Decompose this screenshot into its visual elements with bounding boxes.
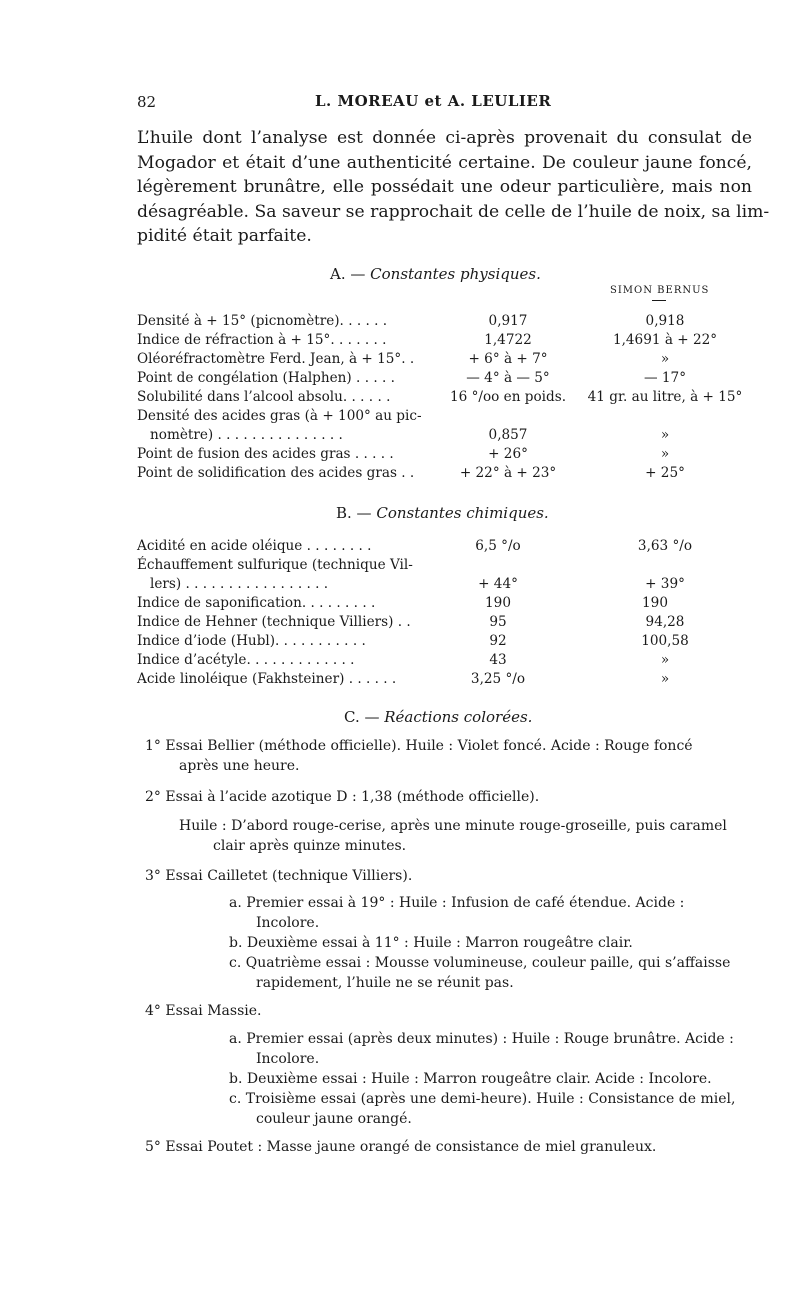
table-cell-value: » (660, 671, 670, 687)
table-cell-value: 43 (489, 652, 507, 668)
intro-line: légèrement brunâtre, elle possédait une odeur particulière, mais non (137, 177, 752, 197)
table-cell-value: + 44° (478, 576, 518, 592)
section-b-heading (336, 504, 549, 522)
table-row-label: Oléoréfractomètre Ferd. Jean, à + 15°. . (137, 351, 415, 367)
table-row-label: Indice de réfraction à + 15°. . . . . . . (137, 332, 387, 348)
section-c-title: Réactions colorées. (384, 708, 533, 726)
table-cell-value: 16 °/oo en poids. (449, 389, 567, 405)
table-cell-value: 6,5 °/o (475, 538, 521, 554)
table-cell-value: 190 (642, 595, 668, 611)
intro-paragraph (137, 126, 770, 249)
section-c-heading (344, 708, 532, 726)
table-cell-value: 95 (489, 614, 507, 630)
intro-line: désagréable. Sa saveur se rapprochait de celle de l’huile de noix, sa lim- (137, 201, 770, 222)
table-row-label: Indice d’iode (Hubl). . . . . . . . . . . (137, 633, 366, 649)
section-a-letter: A. — (330, 265, 366, 283)
column-header-simon-bernus: SIMON BERNUS (610, 285, 710, 296)
table-cell-value: » (660, 652, 670, 668)
table-cell-value: + 6° à + 7° (468, 351, 548, 367)
column-header-rule (652, 300, 666, 301)
table-cell-value: 1,4691 à + 22° (612, 332, 718, 348)
table-cell-value: 3,63 °/o (637, 538, 693, 554)
table-row-label: Point de congélation (Halphen) . . . . . (137, 370, 395, 386)
table-row-label: Indice d’acétyle. . . . . . . . . . . . . (137, 652, 355, 668)
table-cell-value: + 26° (488, 446, 528, 462)
table-row-label: Point de fusion des acides gras . . . . . (137, 446, 394, 462)
table-row-label: Densité à + 15° (picnomètre). . . . . . (137, 313, 388, 329)
section-b-letter: B. — (336, 504, 372, 522)
essay-line: 2° Essai à l’acide azotique D : 1,38 (méthode officielle). (145, 789, 540, 805)
essay-line: b. Deuxième essai : Huile : Marron rougeâtre clair. Acide : Incolore. (229, 1071, 712, 1087)
table-cell-value: — 4° à — 5° (466, 370, 550, 386)
table-row-label: Point de solidification des acides gras . . (137, 465, 415, 481)
table-cell-value: + 25° (645, 465, 685, 481)
table-cell-value: 1,4722 (484, 332, 532, 348)
running-head: L. MOREAU et A. LEULIER (315, 92, 552, 110)
table-row-label: Acide linoléique (Fakhsteiner) . . . . . . (137, 671, 397, 687)
essay-line: c. Troisième essai (après une demi-heure). Huile : Consistance de miel, (229, 1091, 736, 1107)
table-row-label: nomètre) . . . . . . . . . . . . . . . (150, 427, 343, 443)
section-b-title: Constantes chimiques. (376, 504, 549, 522)
essay-line: c. Quatrième essai : Mousse volumineuse, couleur paille, qui s’affaisse (229, 955, 731, 971)
table-cell-value: 41 gr. au litre, à + 15° (587, 389, 743, 405)
table-cell-value: 3,25 °/o (470, 671, 526, 687)
essay-line: 5° Essai Poutet : Masse jaune orangé de consistance de miel granuleux. (145, 1139, 657, 1155)
table-cell-value: » (660, 427, 670, 443)
table-cell-value: » (660, 446, 670, 462)
table-cell-value: 92 (489, 633, 507, 649)
table-cell-value: + 22° à + 23° (459, 465, 557, 481)
essay-line: couleur jaune orangé. (256, 1111, 412, 1127)
table-cell-value: 0,917 (488, 313, 528, 329)
essay-line: après une heure. (179, 758, 300, 774)
table-cell-value: 0,918 (645, 313, 685, 329)
page-number: 82 (137, 93, 157, 111)
essay-line: Incolore. (256, 1051, 320, 1067)
essay-line: clair après quinze minutes. (213, 838, 407, 854)
essay-line: a. Premier essai (après deux minutes) : Huile : Rouge brunâtre. Acide : (229, 1031, 734, 1047)
essay-line: a. Premier essai à 19° : Huile : Infusion de café étendue. Acide : (229, 895, 685, 911)
table-row-label: Indice de Hehner (technique Villiers) . . (137, 614, 411, 630)
table-row-label: Solubilité dans l’alcool absolu. . . . . . (137, 389, 391, 405)
table-cell-value: — 17° (643, 370, 687, 386)
table-cell-value: » (660, 351, 670, 367)
essay-line: Incolore. (256, 915, 320, 931)
table-cell-value: 94,28 (645, 614, 685, 630)
table-row-label: Indice de saponification. . . . . . . . . (137, 595, 376, 611)
table-cell-value: + 39° (645, 576, 685, 592)
essay-line: Huile : D’abord rouge-cerise, après une minute rouge-groseille, puis caramel (179, 818, 727, 834)
essay-line: 3° Essai Cailletet (technique Villiers). (145, 868, 413, 884)
section-c-letter: C. — (344, 708, 380, 726)
essay-line: rapidement, l’huile ne se réunit pas. (256, 975, 514, 991)
section-a-heading (330, 265, 541, 283)
essay-line: b. Deuxième essai à 11° : Huile : Marron rougeâtre clair. (229, 935, 633, 951)
section-a-title: Constantes physiques. (370, 265, 541, 283)
table-row-label: Densité des acides gras (à + 100° au pic- (137, 408, 422, 424)
intro-line: L’huile dont l’analyse est donnée ci-après provenait du consulat de (137, 128, 752, 148)
table-cell-value: 0,857 (488, 427, 528, 443)
intro-line: Mogador et était d’une authenticité certaine. De couleur jaune foncé, (137, 152, 752, 173)
table-cell-value: 100,58 (641, 633, 689, 649)
intro-line: pidité était parfaite. (137, 226, 312, 246)
essay-line: 4° Essai Massie. (145, 1003, 262, 1019)
table-row-label: Acidité en acide oléique . . . . . . . . (137, 538, 372, 554)
table-row-label: Échauffement sulfurique (technique Vil- (137, 557, 413, 573)
essay-line: 1° Essai Bellier (méthode officielle). Huile : Violet foncé. Acide : Rouge foncé (145, 738, 693, 754)
table-row-label: lers) . . . . . . . . . . . . . . . . . (150, 576, 329, 592)
table-cell-value: 190 (485, 595, 511, 611)
